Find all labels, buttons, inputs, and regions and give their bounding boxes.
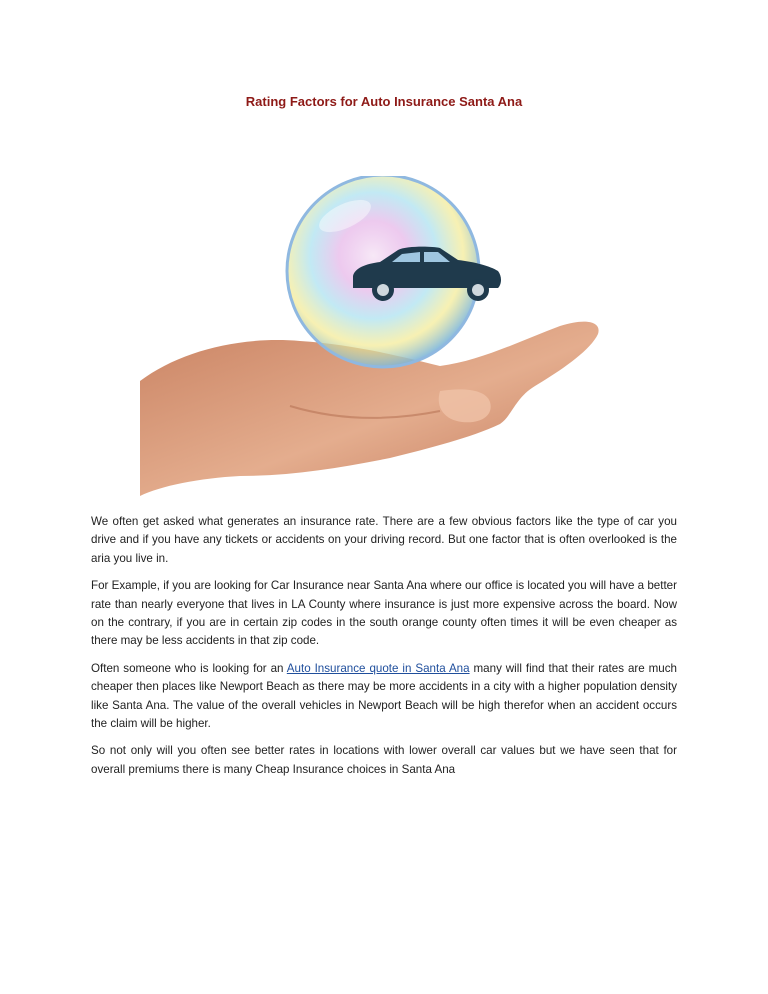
- paragraph-1: We often get asked what generates an insurance rate. There are a few obvious factors like the type of car you drive and if you have any tickets or accidents on your driving record. But one factor that is often overlooked is the aria you live in.: [91, 515, 677, 565]
- hero-image: [140, 176, 610, 496]
- paragraph-2: For Example, if you are looking for Car Insurance near Santa Ana where our office is located you will have a better rate than nearly everyone that lives in LA County where insurance is just more expensive across the board. Now on the contrary, if you are in certain zip codes in the south orange county often times it will be even cheaper as there may be less accidents in that zip code.: [91, 579, 677, 648]
- paragraph-3: [91, 660, 677, 734]
- auto-insurance-quote-link[interactable]: Auto Insurance quote in Santa Ana: [286, 661, 470, 675]
- body-text: [91, 513, 677, 788]
- page-title: Rating Factors for Auto Insurance Santa Ana: [245, 94, 523, 109]
- paragraph-3-before: Often someone who is looking for an: [91, 661, 287, 675]
- paragraph-4: So not only will you often see better rates in locations with lower overall car values but we have seen that for overall premiums there is many Cheap Insurance choices in Santa Ana: [91, 744, 677, 776]
- paragraph-3-after: many will find that their rates are much cheaper then places like Newport Beach as there may be more accidents in a city with a higher population density like Santa Ana. The value of the overall vehicles in Newport Beach will be high therefor when an accident occurs the claim will be higher.: [91, 661, 678, 731]
